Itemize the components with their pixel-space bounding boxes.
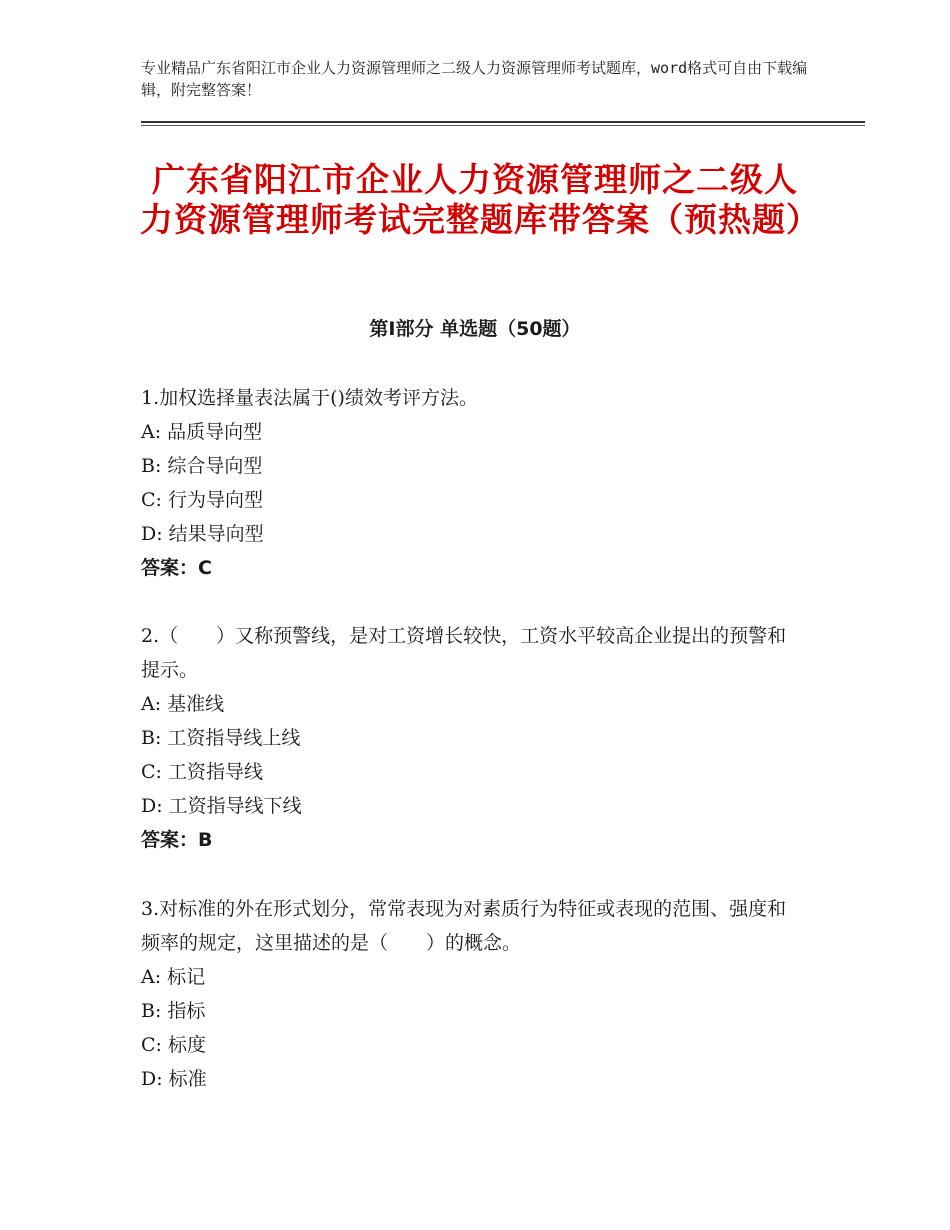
answer-label: 答案：C [141, 557, 212, 579]
header-divider-thick [141, 121, 865, 123]
question-stem: 3.对标准的外在形式划分，常常表现为对素质行为特征或表现的范围、强度和频率的规定，这里描述的是（ ）的概念。 [141, 898, 787, 954]
option-a: A: 品质导向型 [141, 421, 263, 443]
question-stem: 1.加权选择量表法属于()绩效考评方法。 [141, 387, 478, 409]
option-a: A: 标记 [141, 966, 206, 988]
option-b: B: 指标 [141, 1000, 206, 1022]
option-c: C: 行为导向型 [141, 489, 263, 511]
question-2 [141, 619, 801, 857]
option-c: C: 工资指导线 [141, 761, 263, 783]
option-b: B: 工资指导线上线 [141, 727, 301, 749]
option-b: B: 综合导向型 [141, 455, 263, 477]
document-title: 广东省阳江市企业人力资源管理师之二级人力资源管理师考试完整题库带答案（预热题） [140, 160, 820, 239]
section-title: 第Ⅰ部分 单选题（50题） [369, 318, 581, 340]
header-note: 专业精品广东省阳江市企业人力资源管理师之二级人力资源管理师考试题库，word格式可自由下载编辑，附完整答案！ [141, 59, 808, 99]
header-divider-thin [141, 125, 865, 126]
option-d: D: 标准 [141, 1068, 207, 1090]
option-a: A: 基准线 [141, 693, 225, 715]
question-stem: 2.（ ）又称预警线，是对工资增长较快，工资水平较高企业提出的预警和提示。 [141, 625, 787, 681]
option-c: C: 标度 [141, 1034, 206, 1056]
option-d: D: 结果导向型 [141, 523, 264, 545]
answer-label: 答案：B [141, 829, 213, 851]
question-3 [141, 892, 801, 1096]
option-d: D: 工资指导线下线 [141, 795, 302, 817]
question-1 [141, 381, 801, 585]
